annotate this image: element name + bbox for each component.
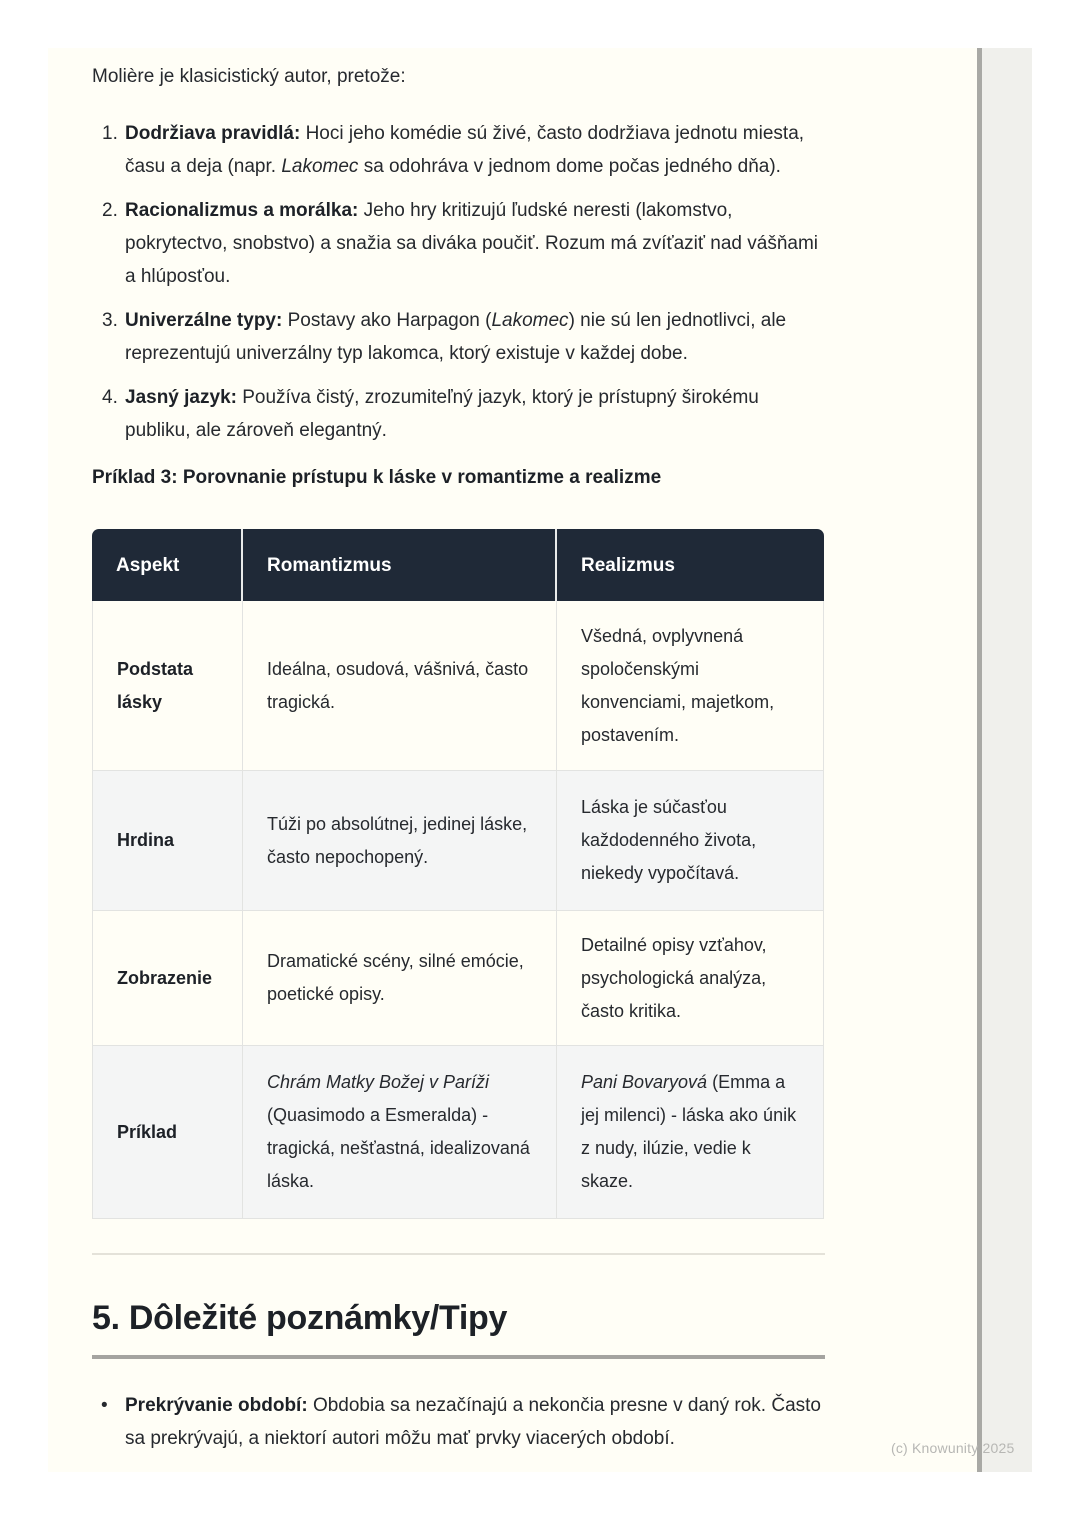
- text-segment: Detailné opisy vzťahov, psychologická analýza, často kritika.: [581, 934, 767, 1021]
- text-segment: Chrám Matky Božej v Paríži: [267, 1072, 490, 1092]
- text-segment: Hoci jeho komédie sú živé, často dodržiava jednotu miesta, času a deja (napr.: [125, 123, 805, 177]
- text-segment: Hrdina: [117, 830, 175, 850]
- scrollbar-track[interactable]: [977, 48, 1032, 1472]
- bullet-list: [92, 1389, 825, 1455]
- table-row: [92, 601, 824, 771]
- table-cell: [243, 771, 557, 911]
- section-heading: 5. Dôležité poznámky/Tipy: [92, 1299, 508, 1337]
- table-row: [92, 1046, 824, 1219]
- text-segment: (Emma a jej milenci) - láska ako únik z nudy, ilúzie, vedie k skaze.: [581, 1072, 797, 1191]
- table-cell: [557, 601, 824, 771]
- document-page: [48, 48, 978, 1472]
- text-segment: Zobrazenie: [117, 967, 213, 988]
- text-segment: Dramatické scény, silné emócie, poetické opisy.: [267, 951, 524, 1004]
- list-number: 1.: [102, 123, 118, 144]
- table-cell: [92, 601, 243, 771]
- text-segment: Všedná, ovplyvnená spoločenskými konvenciami, majetkom, postavením.: [581, 625, 775, 745]
- text-segment: Láska je súčasťou každodenného života, niekedy vypočítavá.: [581, 797, 757, 883]
- bullet-item: [92, 1389, 825, 1455]
- table-cell: [92, 1046, 243, 1219]
- list-item: [92, 117, 825, 183]
- text-segment: ) nie sú len jednotlivci, ale reprezentujú univerzálny typ lakomca, ktorý existuje v každej dobe.: [125, 310, 787, 364]
- text-segment: Obdobia sa nezačínajú a nekončia presne v daný rok. Často sa prekrývajú, a niektorí autori môžu mať prvky viacerých období.: [125, 1395, 821, 1449]
- watermark: (c) Knowunity 2025: [891, 1440, 1015, 1456]
- table-body: [92, 601, 824, 1219]
- table-cell: [92, 771, 243, 911]
- section-divider: [92, 1253, 825, 1255]
- comparison-table: [92, 529, 824, 1219]
- table-row: [92, 911, 824, 1046]
- list-item: [92, 304, 825, 370]
- text-segment: Pani Bovaryová: [581, 1072, 708, 1092]
- table-row: [92, 771, 824, 911]
- table-header-cell: Romantizmus: [243, 529, 557, 601]
- text-segment: sa odohráva v jednom dome počas jedného dňa).: [358, 156, 781, 177]
- bullet-marker: •: [101, 1395, 108, 1416]
- numbered-list: [92, 117, 825, 447]
- table-cell: [243, 1046, 557, 1219]
- list-number: 4.: [102, 387, 118, 408]
- table-header-cell: Aspekt: [92, 529, 243, 601]
- table-cell: [243, 601, 557, 771]
- list-number: 3.: [102, 310, 118, 331]
- text-segment: Prekrývanie období:: [125, 1395, 313, 1416]
- text-segment: Ideálna, osudová, vášnivá, často tragická.: [267, 658, 529, 712]
- text-segment: Univerzálne typy:: [125, 310, 288, 331]
- list-item: [92, 194, 825, 293]
- table-cell: [92, 911, 243, 1046]
- table-cell: [557, 911, 824, 1046]
- heading-underline: [92, 1355, 825, 1359]
- list-item: [92, 381, 825, 447]
- text-segment: Postavy ako Harpagon (: [287, 310, 492, 331]
- table-header-cell: Realizmus: [557, 529, 824, 601]
- text-segment: Túži po absolútnej, jedinej láske, často nepochopený.: [267, 813, 528, 867]
- text-segment: Lakomec: [491, 310, 569, 331]
- text-segment: Lakomec: [281, 156, 359, 177]
- table-header-row: [92, 529, 824, 601]
- text-segment: Jeho hry kritizujú ľudské neresti (lakomstvo, pokrytectvo, snobstvo) a snažia sa diváka poučiť. Rozum má zvíťaziť nad vášňami a hlúposťou.: [125, 200, 819, 287]
- text-segment: Používa čistý, zrozumiteľný jazyk, ktorý je prístupný širokému publiku, ale zároveň elegantný.: [125, 387, 759, 441]
- table-cell: [557, 1046, 824, 1219]
- list-number: 2.: [102, 200, 118, 221]
- text-segment: Podstata lásky: [117, 658, 194, 712]
- text-segment: Jasný jazyk:: [125, 387, 243, 408]
- intro-paragraph: Molière je klasicistický autor, pretože:: [92, 66, 406, 87]
- text-segment: Dodržiava pravidlá:: [125, 123, 306, 144]
- text-segment: (Quasimodo a Esmeralda) - tragická, nešťastná, idealizovaná láska.: [267, 1105, 530, 1191]
- table-cell: [557, 771, 824, 911]
- text-segment: Racionalizmus a morálka:: [125, 200, 364, 221]
- text-segment: Príklad: [117, 1121, 178, 1142]
- table-cell: [243, 911, 557, 1046]
- table-caption: Príklad 3: Porovnanie prístupu k láske v romantizme a realizme: [92, 467, 662, 488]
